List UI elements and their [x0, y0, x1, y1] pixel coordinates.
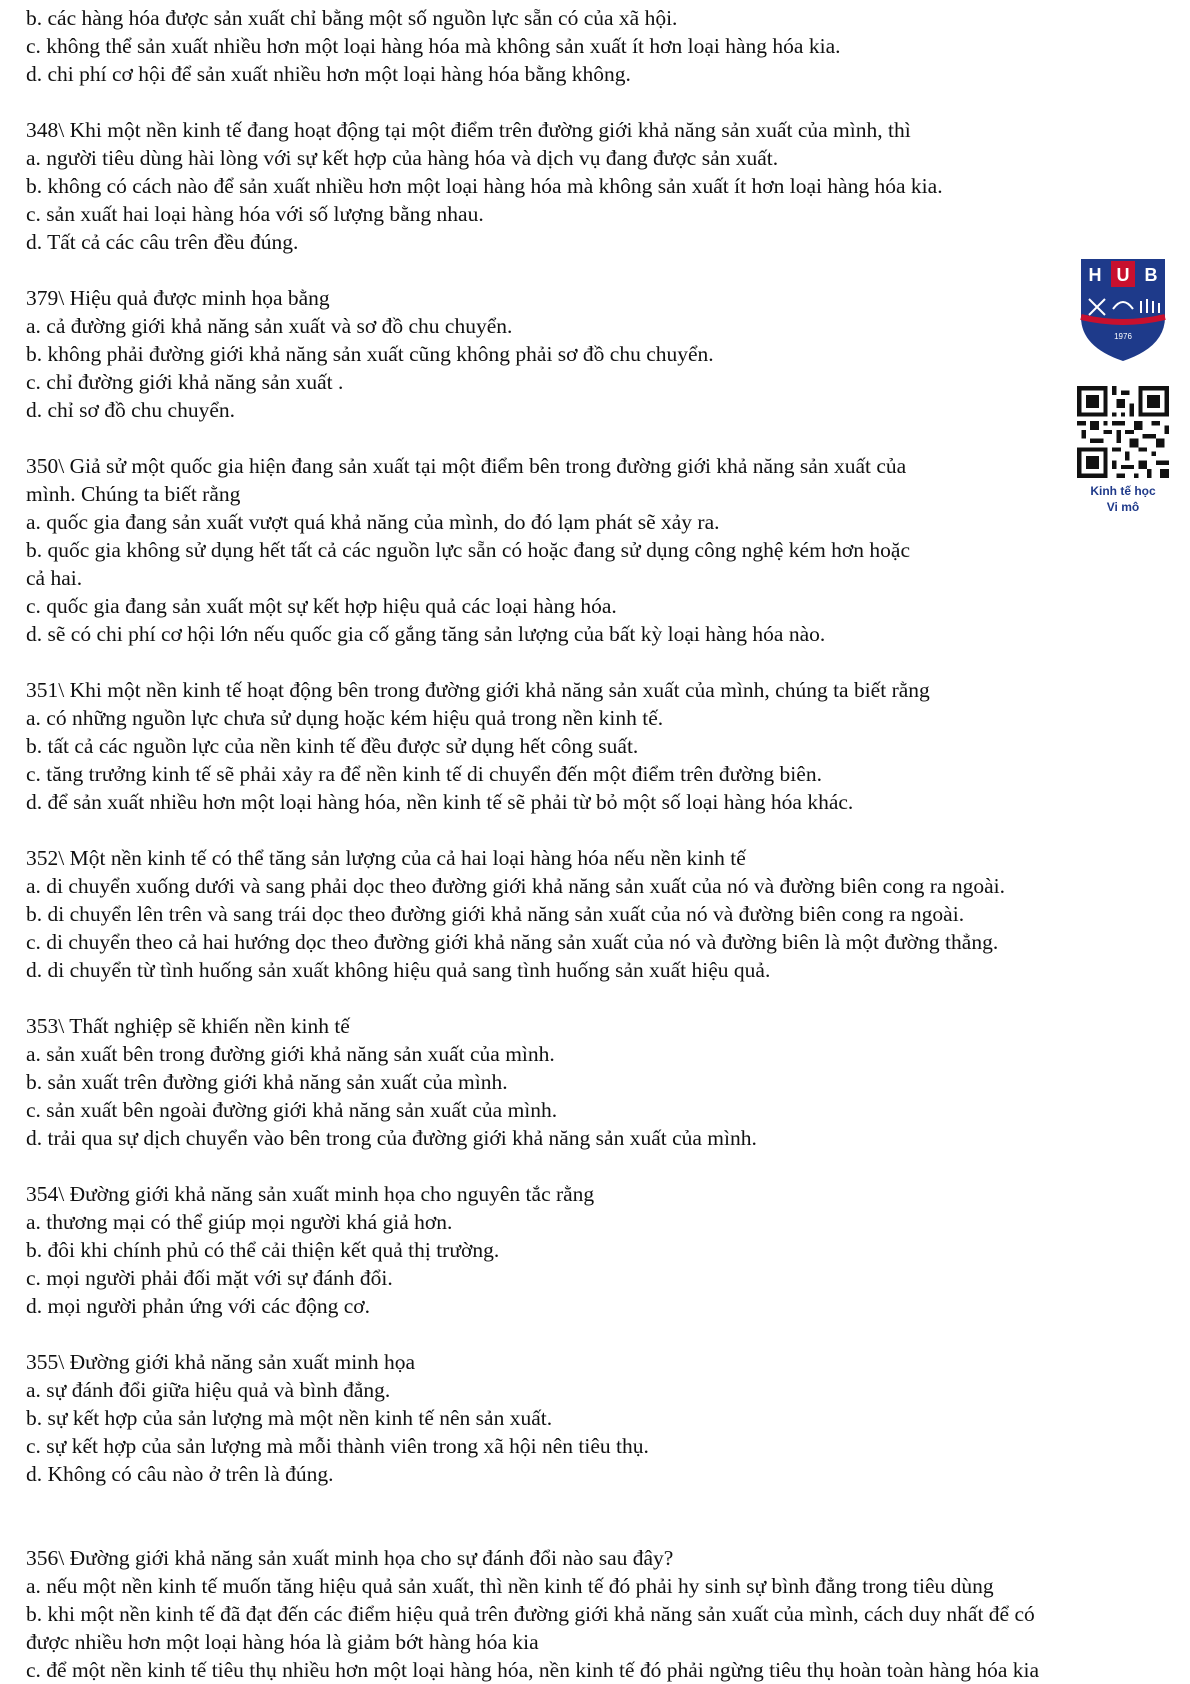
question-356-option-a: a. nếu một nền kinh tế muốn tăng hiệu quả sản xuất, thì nền kinh tế đó phải hy sinh sự bình đẳng trong tiêu dùng [26, 1574, 994, 1598]
question-350-stem: 350\ Giả sử một quốc gia hiện đang sản xuất tại một điểm bên trong đường giới khả năng sản xuất của [26, 454, 907, 478]
badge-letter: H [1088, 265, 1102, 285]
question-355-option-b: b. sự kết hợp của sản lượng mà một nền kinh tế nên sản xuất. [26, 1406, 553, 1430]
question-351-option-c: c. tăng trưởng kinh tế sẽ phải xảy ra để nền kinh tế di chuyển đến một điểm trên đường biên. [26, 762, 822, 786]
option-text: c. không thể sản xuất nhiều hơn một loại hàng hóa mà không sản xuất ít hơn loại hàng hóa kia. [26, 34, 841, 58]
question-351-option-d: d. để sản xuất nhiều hơn một loại hàng hóa, nền kinh tế sẽ phải từ bỏ một số loại hàng hóa khác. [26, 790, 854, 814]
question-348-option-d: d. Tất cả các câu trên đều đúng. [26, 230, 299, 254]
question-348-option-a: a. người tiêu dùng hài lòng với sự kết hợp của hàng hóa và dịch vụ đang được sản xuất. [26, 146, 779, 170]
hub-shield-logo [1077, 255, 1169, 363]
question-354-option-a: a. thương mại có thể giúp mọi người khá giả hơn. [26, 1210, 453, 1234]
question-351-option-a: a. có những nguồn lực chưa sử dụng hoặc kém hiệu quả trong nền kinh tế. [26, 706, 664, 730]
question-350-stem-cont: mình. Chúng ta biết rằng [26, 482, 241, 506]
option-text: b. các hàng hóa được sản xuất chỉ bằng một số nguồn lực sẵn có của xã hội. [26, 6, 678, 30]
question-353-option-c: c. sản xuất bên ngoài đường giới khả năng sản xuất của mình. [26, 1098, 558, 1122]
question-348-stem: 348\ Khi một nền kinh tế đang hoạt động tại một điểm trên đường giới khả năng sản xuất của mình, thì [26, 118, 911, 142]
question-356-option-b: b. khi một nền kinh tế đã đạt đến các điểm hiệu quả trên đường giới khả năng sản xuất của mình, cách duy nhất để có [26, 1602, 1035, 1626]
option-text: d. chi phí cơ hội để sản xuất nhiều hơn một loại hàng hóa bằng không. [26, 62, 631, 86]
document-body [26, 4, 1176, 1684]
question-353-option-d: d. trải qua sự dịch chuyển vào bên trong của đường giới khả năng sản xuất của mình. [26, 1126, 757, 1150]
question-355-option-a: a. sự đánh đổi giữa hiệu quả và bình đẳng. [26, 1378, 391, 1402]
question-355-option-d: d. Không có câu nào ở trên là đúng. [26, 1462, 334, 1486]
question-350-option-b-cont: cả hai. [26, 566, 83, 590]
question-352-option-a: a. di chuyển xuống dưới và sang phải dọc theo đường giới khả năng sản xuất của nó và đường biên cong ra ngoài. [26, 874, 1006, 898]
question-353-option-b: b. sản xuất trên đường giới khả năng sản xuất của mình. [26, 1070, 508, 1094]
question-350-option-a: a. quốc gia đang sản xuất vượt quá khả năng của mình, do đó lạm phát sẽ xảy ra. [26, 510, 720, 534]
badge-caption-title: Kinh tế học [1090, 484, 1156, 498]
question-352-stem: 352\ Một nền kinh tế có thể tăng sản lượng của cả hai loại hàng hóa nếu nền kinh tế [26, 846, 746, 870]
hub-badge [1068, 255, 1178, 514]
question-379-option-c: c. chỉ đường giới khả năng sản xuất . [26, 370, 344, 394]
question-352-option-d: d. di chuyển từ tình huống sản xuất không hiệu quả sang tình huống sản xuất hiệu quả. [26, 958, 771, 982]
badge-caption-subtitle: Vi mô [1106, 500, 1140, 514]
badge-letter: U [1116, 265, 1130, 285]
question-348-option-c: c. sản xuất hai loại hàng hóa với số lượng bằng nhau. [26, 202, 484, 226]
question-350-option-c: c. quốc gia đang sản xuất một sự kết hợp hiệu quả các loại hàng hóa. [26, 594, 617, 618]
question-356-stem: 356\ Đường giới khả năng sản xuất minh họa cho sự đánh đổi nào sau đây? [26, 1546, 674, 1570]
question-356-option-c: c. để một nền kinh tế tiêu thụ nhiều hơn một loại hàng hóa, nền kinh tế đó phải ngừng tiêu thụ hoàn toàn hàng hóa kia [26, 1658, 1040, 1682]
question-351-stem: 351\ Khi một nền kinh tế hoạt động bên trong đường giới khả năng sản xuất của mình, chúng ta biết rằng [26, 678, 930, 702]
question-354-stem: 354\ Đường giới khả năng sản xuất minh họa cho nguyên tắc rằng [26, 1182, 595, 1206]
question-354-option-b: b. đôi khi chính phủ có thể cải thiện kết quả thị trường. [26, 1238, 500, 1262]
badge-letter: B [1144, 265, 1158, 285]
question-379-stem: 379\ Hiệu quả được minh họa bằng [26, 286, 330, 310]
question-379-option-a: a. cả đường giới khả năng sản xuất và sơ đồ chu chuyển. [26, 314, 513, 338]
question-379-option-b: b. không phải đường giới khả năng sản xuất cũng không phải sơ đồ chu chuyển. [26, 342, 714, 366]
question-354-option-c: c. mọi người phải đối mặt với sự đánh đổi. [26, 1266, 393, 1290]
question-379-option-d: d. chỉ sơ đồ chu chuyển. [26, 398, 236, 422]
question-348-option-b: b. không có cách nào để sản xuất nhiều hơn một loại hàng hóa mà không sản xuất ít hơn loại hàng hóa kia. [26, 174, 943, 198]
badge-year: 1976 [1114, 332, 1132, 341]
question-355-stem: 355\ Đường giới khả năng sản xuất minh họa [26, 1350, 416, 1374]
question-350-option-b: b. quốc gia không sử dụng hết tất cả các nguồn lực sẵn có hoặc đang sử dụng công nghệ kém hơn hoặc [26, 538, 910, 562]
question-351-option-b: b. tất cả các nguồn lực của nền kinh tế đều được sử dụng hết công suất. [26, 734, 639, 758]
question-352-option-b: b. di chuyển lên trên và sang trái dọc theo đường giới khả năng sản xuất của nó và đường biên cong ra ngoài. [26, 902, 965, 926]
question-354-option-d: d. mọi người phản ứng với các động cơ. [26, 1294, 371, 1318]
question-355-option-c: c. sự kết hợp của sản lượng mà mỗi thành viên trong xã hội nên tiêu thụ. [26, 1434, 649, 1458]
question-353-option-a: a. sản xuất bên trong đường giới khả năng sản xuất của mình. [26, 1042, 555, 1066]
qr-code-icon [1077, 386, 1169, 478]
question-353-stem: 353\ Thất nghiệp sẽ khiến nền kinh tế [26, 1014, 350, 1038]
question-352-option-c: c. di chuyển theo cả hai hướng dọc theo đường giới khả năng sản xuất của nó và đường biên là một đường thẳng. [26, 930, 999, 954]
question-356-option-b-cont: được nhiều hơn một loại hàng hóa là giảm bớt hàng hóa kia [26, 1630, 539, 1654]
question-350-option-d: d. sẽ có chi phí cơ hội lớn nếu quốc gia cố gắng tăng sản lượng của bất kỳ loại hàng hóa nào. [26, 622, 826, 646]
